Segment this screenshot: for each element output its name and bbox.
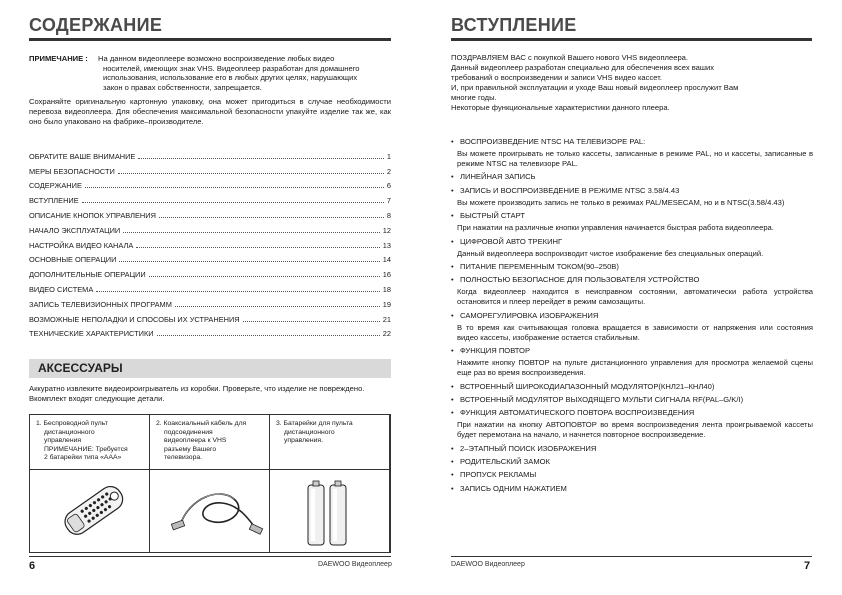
note-line: использования, использование его в любых других целях, нарушающих xyxy=(103,73,358,82)
intro-text xyxy=(451,53,812,113)
intro-line: многие годы. xyxy=(451,93,497,102)
intro-line: И, при правильной эксплуатации и уходе Ваш новый видеоплеер прослужит Вам xyxy=(451,83,739,92)
toc-leader xyxy=(175,306,380,307)
feature-heading xyxy=(451,137,813,147)
feature-title: ЛИНЕЙНАЯ ЗАПИСЬ xyxy=(460,172,536,182)
note-line: носителей, имеющих знак VHS. Видеоплеер разработан для домашнего xyxy=(103,63,360,73)
footer-brand: DAEWOO Видеоплеер xyxy=(451,561,525,568)
toc-leader xyxy=(118,173,384,174)
footer-brand: DAEWOO Видеоплеер xyxy=(318,561,392,568)
toc-page: 2 xyxy=(386,166,391,176)
feature-title: ПОЛНОСТЬЮ БЕЗОПАСНОЕ ДЛЯ ПОЛЬЗОВАТЕЛЯ УСТРОЙСТВО xyxy=(460,275,700,285)
feature-heading xyxy=(451,444,813,454)
feature-item xyxy=(451,137,813,169)
feature-heading xyxy=(451,172,813,182)
toc-page: 16 xyxy=(382,270,391,280)
toc-page: 19 xyxy=(382,299,391,309)
bullet-icon: • xyxy=(451,211,454,221)
title-rule xyxy=(451,38,812,41)
intro-line: Данный видеоплеер разработан специально для обеспечения всех ваших xyxy=(451,63,715,72)
feature-item xyxy=(451,311,813,343)
accessory-line: 1. Беспроводной пульт xyxy=(36,420,108,427)
feature-item xyxy=(451,457,813,467)
intro-line: Некоторые функциональные характеристики данного плеера. xyxy=(451,103,670,112)
accessory-line: дистанционного xyxy=(284,428,335,436)
remote-control-icon xyxy=(48,473,138,549)
toc-title: ВСТУПЛЕНИЕ xyxy=(29,196,79,206)
feature-title: ЗАПИСЬ ОДНИМ НАЖАТИЕМ xyxy=(460,483,567,493)
bullet-icon: • xyxy=(451,346,454,356)
feature-description: Нажмите кнопку ПОВТОР на пульте дистанционного управления для просмотра желаемой сцены еще раз во время воспроизведения. xyxy=(457,358,813,378)
toc-leader xyxy=(82,202,384,203)
feature-item xyxy=(451,470,813,480)
toc-row xyxy=(29,264,391,279)
feature-heading xyxy=(451,262,813,272)
bullet-icon: • xyxy=(451,275,454,285)
bullet-icon: • xyxy=(451,381,454,391)
toc-row xyxy=(29,324,391,339)
accessories-text: Аккуратно извлеките видеоироигрыватель из коробки. Проверьте, что изделие не повреждено. Вкомплект входят следующие детали. xyxy=(29,384,365,403)
feature-heading xyxy=(451,186,813,196)
toc-row xyxy=(29,250,391,265)
feature-title: РОДИТЕЛЬСКИЙ ЗАМОК xyxy=(460,457,550,467)
accessory-line: управления xyxy=(44,437,82,445)
toc-row xyxy=(29,176,391,191)
toc-row xyxy=(29,279,391,294)
note-label: ПРИМЕЧАНИЕ : xyxy=(29,54,88,63)
feature-item xyxy=(451,211,813,233)
toc-title: МЕРЫ БЕЗОПАСНОСТИ xyxy=(29,166,115,176)
toc-leader xyxy=(159,217,384,218)
keep-box-text: Сохраняйте оригинальную картонную упаковку, она может пригодиться в случае необходимости перевоза видеоплеера. Для обеспечения максимальной безопасности упакуйте изделие так же, как оно было упаковано на фабрике–производителе. xyxy=(29,97,391,126)
table-divider xyxy=(30,469,390,470)
feature-item xyxy=(451,382,813,392)
toc-title: НАСТРОЙКА ВИДЕО КАНАЛА xyxy=(29,240,134,250)
toc-leader xyxy=(123,232,380,233)
feature-heading xyxy=(451,275,813,285)
note-line: На данном видеоплеере возможно воспроизведение любых видео xyxy=(98,54,335,63)
feature-item xyxy=(451,237,813,259)
feature-heading xyxy=(451,470,813,480)
bullet-icon: • xyxy=(451,408,454,418)
feature-description: В то время как считывающая головка вращается в зависимости от напряжения или состояния видео кассеты, изображение остается стабильным. xyxy=(457,322,813,342)
feature-heading xyxy=(451,382,813,392)
toc-title: ВОЗМОЖНЫЕ НЕПОЛАДКИ И СПОСОБЫ ИХ УСТРАНЕНИЯ xyxy=(29,314,240,324)
feature-heading xyxy=(451,457,813,467)
toc-row xyxy=(29,161,391,176)
toc-leader xyxy=(138,158,384,159)
feature-item xyxy=(451,186,813,208)
page-number: 7 xyxy=(804,560,811,572)
toc-row xyxy=(29,220,391,235)
toc-title: ТЕХНИЧЕСКИЕ ХАРАКТЕРИСТИКИ xyxy=(29,329,154,339)
feature-item xyxy=(451,395,813,405)
accessory-line: разъему Вашего xyxy=(164,445,217,453)
toc-page: 13 xyxy=(382,240,391,250)
feature-heading xyxy=(451,211,813,221)
feature-description: Данный видеоплеера воспроизводит чистое изображение без специальных операций. xyxy=(457,248,764,258)
toc-title: ОПИСАНИЕ КНОПОК УПРАВЛЕНИЯ xyxy=(29,210,156,220)
bullet-icon: • xyxy=(451,483,454,493)
bullet-icon: • xyxy=(451,185,454,195)
feature-heading xyxy=(451,311,813,321)
feature-heading xyxy=(451,484,813,494)
accessory-line: дистанционного xyxy=(44,428,95,436)
toc-title: ВИДЕО СИСТЕМА xyxy=(29,284,94,294)
features-list xyxy=(451,137,813,497)
feature-description: Вы можете производить запись не только в режимах PAL/MESECAM, но и в NTSC(3.58/4.43) xyxy=(457,197,785,207)
feature-title: 2–ЭТАПНЫЙ ПОИСК ИЗОБРАЖЕНИЯ xyxy=(460,443,597,453)
feature-title: ВОСПРОИЗВЕДЕНИЕ NTSC НА ТЕЛЕВИЗОРЕ PAL: xyxy=(460,137,646,146)
accessory-line: 2. Коаксиальный кабель для xyxy=(156,420,247,427)
feature-description: Вы можете проигрывать не только кассеты, записанные в режиме PAL, но и кассеты, записанные в режиме NTSC на телевизоре PAL. xyxy=(457,149,813,168)
toc-leader xyxy=(85,187,384,188)
feature-item xyxy=(451,408,813,440)
toc-leader xyxy=(149,276,380,277)
feature-heading xyxy=(451,237,813,247)
bullet-icon: • xyxy=(451,310,454,320)
toc-row xyxy=(29,190,391,205)
feature-title: ЦИФРОВОЙ АВТО ТРЕКИНГ xyxy=(460,236,563,246)
accessory-line: видеоплеера к VHS xyxy=(164,437,227,445)
page-title: ВСТУПЛЕНИЕ xyxy=(451,15,577,35)
accessory-line: подсоединения xyxy=(164,428,213,436)
accessories-title: АКСЕССУАРЫ xyxy=(38,361,123,375)
toc-page: 14 xyxy=(382,255,391,265)
accessory-text xyxy=(156,420,261,463)
feature-heading xyxy=(451,408,813,418)
toc-page: 18 xyxy=(382,284,391,294)
toc-page: 7 xyxy=(386,196,391,206)
toc-title: ОСНОВНЫЕ ОПЕРАЦИИ xyxy=(29,255,117,265)
accessory-line: 2 батарейки типа «AAA» xyxy=(44,454,122,462)
toc-leader xyxy=(119,261,379,262)
page-number: 6 xyxy=(29,560,36,572)
feature-item xyxy=(451,172,813,182)
feature-item xyxy=(451,444,813,454)
feature-description: Когда видеоплеер находится в неисправном состоянии, автоматически работа устройства остановится и плеер перейдет в режим самозащиты. xyxy=(457,287,813,307)
toc-row xyxy=(29,309,391,324)
accessories-table xyxy=(29,414,391,553)
toc-page: 8 xyxy=(386,210,391,220)
toc-leader xyxy=(96,291,380,292)
feature-title: ВСТРОЕННЫЙ ШИРОКОДИАПАЗОННЫЙ МОДУЛЯТОР(КНЛ21–КНЛ40) xyxy=(460,381,715,391)
toc-page: 22 xyxy=(382,329,391,339)
bullet-icon: • xyxy=(451,443,454,453)
feature-item xyxy=(451,346,813,378)
toc-title: ДОПОЛНИТЕЛЬНЫЕ ОПЕРАЦИИ xyxy=(29,270,146,280)
feature-item xyxy=(451,484,813,494)
footer-rule xyxy=(451,556,812,557)
toc-title: СОДЕРЖАНИЕ xyxy=(29,181,82,191)
note-line: закон о правах собственности, запрещается. xyxy=(103,82,262,92)
feature-description: При нажатии на различные кнопки управления начинается быстрая работа видеоплеера. xyxy=(457,223,774,233)
bullet-icon: • xyxy=(451,470,454,480)
feature-heading xyxy=(451,395,813,405)
page-title: СОДЕРЖАНИЕ xyxy=(29,15,163,35)
batteries-icon xyxy=(300,475,360,549)
toc-row xyxy=(29,205,391,220)
toc-row xyxy=(29,235,391,250)
feature-title: БЫСТРЫЙ СТАРТ xyxy=(460,211,525,221)
feature-title: ЗАПИСЬ И ВОСПРОИЗВЕДЕНИЕ В РЕЖИМЕ NTSC 3.58/4.43 xyxy=(460,185,680,195)
toc-page: 1 xyxy=(386,151,391,161)
toc-page: 6 xyxy=(386,181,391,191)
accessory-line: 3. Батарейки для пульта xyxy=(276,420,353,427)
coaxial-cable-icon xyxy=(170,477,266,547)
note-text xyxy=(98,54,393,92)
feature-heading xyxy=(451,346,813,356)
feature-title: ПИТАНИЕ ПЕРЕМЕННЫМ ТОКОМ(90–250В) xyxy=(460,261,619,271)
toc-page: 12 xyxy=(382,225,391,235)
toc-row xyxy=(29,294,391,309)
bullet-icon: • xyxy=(451,137,454,146)
bullet-icon: • xyxy=(451,236,454,246)
feature-description: При нажатии на кнопку АВТОПОВТОР во время воспроизведения лента проигрываемой кассеты будет перемотана на начало, и начнется повторное воспроизведение. xyxy=(457,420,813,440)
table-of-contents xyxy=(29,146,391,338)
accessory-line: управления. xyxy=(284,437,323,445)
toc-leader xyxy=(136,247,380,248)
footer-rule xyxy=(29,556,391,557)
title-rule xyxy=(29,38,391,41)
toc-title: ЗАПИСЬ ТЕЛЕВИЗИОННЫХ ПРОГРАММ xyxy=(29,299,172,309)
feature-title: ФУНКЦИЯ ПОВТОР xyxy=(460,346,531,356)
feature-title: ВСТРОЕННЫЙ МОДУЛЯТОР ВЫХОДЯЩЕГО МУЛЬТИ СИГНАЛА RF(PAL–G/K/I) xyxy=(460,394,744,404)
bullet-icon: • xyxy=(451,172,454,182)
intro-line: требований о воспроизведении и записи VHS видео кассет. xyxy=(451,73,662,82)
accessory-line: телевизора. xyxy=(164,454,203,462)
feature-item xyxy=(451,275,813,307)
bullet-icon: • xyxy=(451,457,454,467)
feature-title: ПРОПУСК РЕКЛАМЫ xyxy=(460,470,537,480)
toc-row xyxy=(29,146,391,161)
accessory-text xyxy=(276,420,381,446)
toc-title: ОБРАТИТЕ ВАШЕ ВНИМАНИЕ xyxy=(29,151,136,161)
accessory-line: ПРИМЕЧАНИЕ: Требуется xyxy=(44,445,128,453)
toc-leader xyxy=(157,335,380,336)
feature-title: ФУНКЦИЯ АВТОМАТИЧЕСКОГО ПОВТОРА ВОСПРОИЗВЕДЕНИЯ xyxy=(460,408,695,418)
bullet-icon: • xyxy=(451,394,454,404)
toc-title: НАЧАЛО ЭКСПЛУАТАЦИИ xyxy=(29,225,121,235)
toc-leader xyxy=(243,321,380,322)
bullet-icon: • xyxy=(451,261,454,271)
toc-page: 21 xyxy=(382,314,391,324)
feature-item xyxy=(451,262,813,272)
feature-title: САМОРЕГУЛИРОВКА ИЗОБРАЖЕНИЯ xyxy=(460,310,599,320)
accessory-text xyxy=(36,420,141,463)
intro-line: ПОЗДРАВЛЯЕМ ВАС с покупкой Вашего нового VHS видеоплеера. xyxy=(451,53,688,62)
